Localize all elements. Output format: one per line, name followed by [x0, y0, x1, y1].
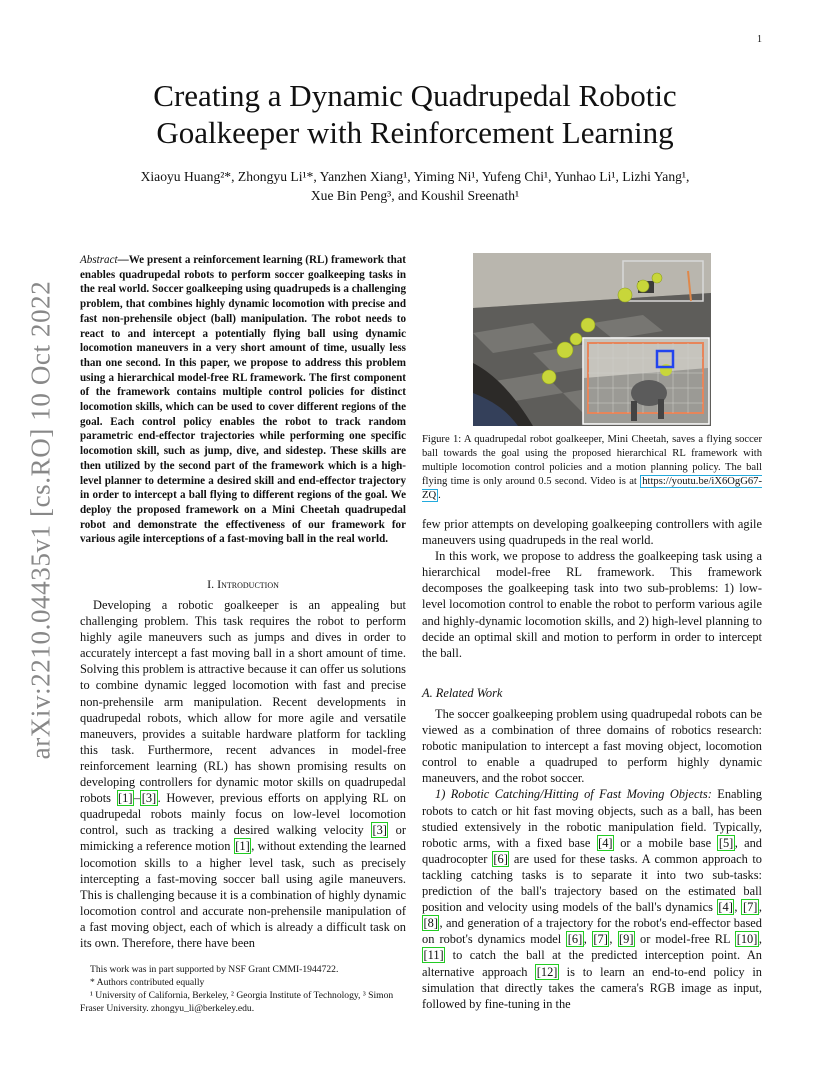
citation-link[interactable]: [10] — [736, 932, 758, 947]
citation-link[interactable]: [5] — [718, 835, 734, 850]
footnote-equal-contribution: * Authors contributed equally — [90, 977, 205, 988]
section-heading-introduction — [80, 577, 406, 592]
text-run: , and generation of a trajectory for the robot's end-effector based on robot's dynamics model — [422, 916, 762, 947]
work-paragraph: In this work, we propose to address the goalkeeping task using a hierarchical model-free RL framework. This framework decomposes the goalkeeping task into two sub-problems: 1) low-level locomotion control to enable the robot to perform various agile and highly-dynamic locomotion skills, and 2) high-level planning to decide an optimal skill and motion to perform in order to intercept the ball. — [422, 549, 762, 660]
related-work-body — [422, 706, 762, 1012]
figure-1-caption — [422, 433, 762, 503]
section-numeral: I. — [207, 577, 218, 591]
text-run: , — [609, 932, 618, 947]
text-run: . However, previous efforts on applying RL on quadrupedal robots mainly focus on low-level locomotion control, such as tracking a desired walking velocity — [80, 791, 406, 838]
text-run: , — [758, 900, 762, 915]
intro-paragraph — [80, 597, 406, 951]
paper-title: Creating a Dynamic Quadrupedal Robotic Goalkeeper with Reinforcement Learning — [153, 78, 677, 150]
section-title: Introduction — [217, 577, 279, 591]
text-run: Enabling robots to catch or hit fast moving objects, such as a ball, has been studied extensively in the robotic manipulation field. Typically, robotic arms, with a fixed base — [422, 787, 762, 850]
footnotes — [80, 963, 406, 1015]
text-run: , without extending the learned locomotion skills to a higher level task, such as precisely intercepting a fast-moving soccer ball using agile maneuvers. This is challenging because it is a combination of highly dynamic locomotion control and accurate non-prehensile manipulation of a fast moving object, each of which is already a difficult task on its own. Therefore, there have been — [80, 839, 406, 950]
author-list — [80, 167, 750, 205]
related-paragraph: The soccer goalkeeping problem using quadrupedal robots can be viewed as a combination of three domains of robotics research: robotic manipulation to intercept a fast moving object, locomotion control to enable a quadruped to perform highly dynamic maneuvers, and the robot soccer. — [422, 707, 762, 786]
citation-link[interactable]: [1] — [235, 839, 250, 854]
text-run: , and quadrocopter — [422, 835, 762, 866]
video-link[interactable]: https://youtu.be/iX6OgG67-ZQ — [422, 476, 762, 502]
text-run: – — [134, 791, 141, 806]
citation-link[interactable]: [8] — [423, 916, 438, 931]
text-run: , — [758, 932, 762, 947]
arxiv-stamp: arXiv:2210.04435v1 [cs.RO] 10 Oct 2022 — [25, 280, 56, 760]
text-run: or model-free RL — [634, 932, 736, 947]
author-line-1: Xiaoyu Huang²*, Zhongyu Li¹*, Yanzhen Xiang¹, Yiming Ni¹, Yufeng Chi¹, Yunhao Li¹, Lizhi Yang¹, — [140, 169, 690, 184]
citation-link[interactable]: [6] — [493, 851, 508, 866]
footnote-affiliations: ¹ University of California, Berkeley, ² Georgia Institute of Technology, ³ Simon Fraser University. zhongyu_li@berkeley.edu. — [80, 990, 394, 1014]
author-line-2: Xue Bin Peng³, and Koushil Sreenath¹ — [310, 188, 520, 203]
catching-paragraph — [422, 786, 762, 1011]
citation-link[interactable]: [3] — [141, 791, 157, 806]
subsubsection-heading: 1) Robotic Catching/Hitting of Fast Moving Objects: — [435, 787, 712, 802]
citation-link[interactable]: [6] — [567, 932, 583, 947]
citation-link[interactable]: [3] — [372, 823, 387, 838]
text-run: , — [583, 932, 592, 947]
right-column-body — [422, 516, 762, 661]
figure-1-photo — [473, 253, 711, 426]
text-run: , — [734, 900, 742, 915]
text-run: are used for these tasks. A common approach to tackling catching tasks is to separate it into two sub-tasks: prediction of the ball's trajectory based on the estimated ball position and velocity using models of the ball's dynamics — [422, 851, 762, 915]
text-run: is to learn an end-to-end policy in simulation that directly takes the camera's RGB image as input, followed by fine-tuning in the — [422, 964, 762, 1011]
citation-link[interactable]: [7] — [593, 932, 608, 947]
subsection-heading-related-work: A. Related Work — [422, 686, 503, 700]
abstract-label: Abstract — [80, 254, 118, 266]
citation-link[interactable]: [4] — [718, 900, 733, 915]
text-run: to catch the ball at the predicted interception point. An alternative approach — [422, 948, 762, 979]
caption-text: Figure 1: A quadrupedal robot goalkeeper, Mini Cheetah, saves a flying soccer ball towards the goal using the proposed hierarchical RL framework with multiple locomotion control policies and a motion planning policy. The ball flying time is only around 0.5 second. Video is at — [422, 434, 762, 488]
citation-link[interactable]: [11] — [423, 948, 444, 963]
continued-paragraph: few prior attempts on developing goalkeeping controllers with agile maneuvers using quadrupeds in the real world. — [422, 517, 762, 548]
abstract-text: —We present a reinforcement learning (RL) framework that enables quadrupedal robots to perform soccer goalkeeping tasks in the real world. Soccer goalkeeping using quadrupeds is a challenging problem, that combines highly dynamic locomotion with precise and fast non-prehensile object (ball) manipulation. The robot needs to react to and intercept a potentially flying ball using dynamic locomotion maneuvers in a very short amount of time, usually less than one second. In this paper, we propose to address this problem using a hierarchical model-free RL framework. The first component of the framework contains multiple control policies for distinct locomotion skills, which can be used to cover different regions of the goal. Each control policy enables the robot to track random parametric end-effector trajectories while performing one specific locomotion skill, such as jump, dive, and sidestep. These skills are then utilized by the second part of the framework which is a high-level planner to determine a desired skill and end-effector trajectory in order to intercept a ball flying to different regions of the goal. We deploy the proposed framework on a Mini Cheetah quadrupedal robot and demonstrate the effectiveness of our framework for various agile interceptions of a fast-moving ball in the real world. — [80, 254, 406, 546]
introduction-body — [80, 597, 406, 951]
citation-link[interactable]: [4] — [598, 835, 613, 850]
text-run: or a mobile base — [614, 835, 718, 850]
citation-link[interactable]: [1] — [118, 791, 133, 806]
footnote-grant: This work was in part supported by NSF Grant CMMI-1944722. — [90, 964, 339, 975]
text-run: or mimicking a reference motion — [80, 823, 406, 854]
citation-link[interactable]: [12] — [536, 964, 558, 979]
page-number: 1 — [757, 34, 762, 45]
abstract — [80, 253, 406, 547]
citation-link[interactable]: [9] — [619, 932, 634, 947]
goalkeeper-photo — [473, 253, 711, 426]
citation-link[interactable]: [7] — [742, 900, 758, 915]
text-run: Developing a robotic goalkeeper is an appealing but challenging problem. This task requires the robot to perform highly agile maneuvers such as jumps and dives in order to accurately intercept a fast moving ball in a short amount of time. Solving this problem is attractive because it can offer us solutions to combine dynamic legged locomotion with fast and precise non-prehensile arm manipulation. Recent developments in quadrupedal robots, which allow for more agile and versatile maneuvers, provides a suitable hardware platform for tackling this task. Furthermore, recent advances in model-free reinforcement learning (RL) has shown promising results on developing controllers for dynamic motor skills on quadrupedal robots — [80, 598, 406, 806]
caption-end: . — [438, 490, 441, 502]
